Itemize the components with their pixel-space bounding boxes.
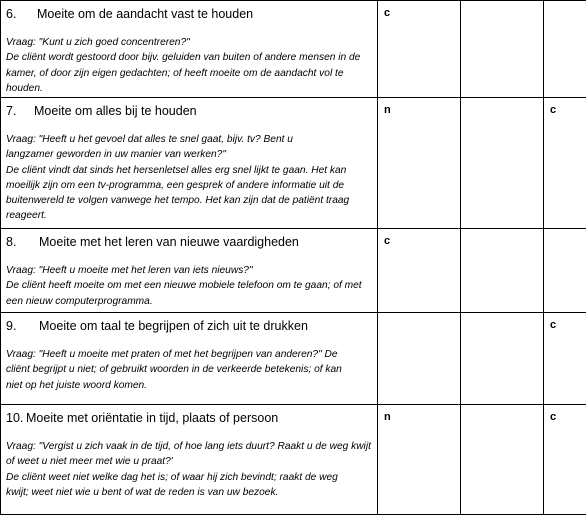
score-mark: c: [378, 1, 460, 19]
item-title: [1, 1, 377, 21]
question-cell: [1, 98, 378, 229]
score-cell-1: [378, 1, 461, 98]
item-label: Moeite om taal te begrijpen of zich uit te drukken: [39, 319, 308, 333]
score-mark: [544, 229, 586, 235]
item-title: [1, 405, 377, 425]
item-title: [1, 229, 377, 249]
score-mark: c: [378, 229, 460, 247]
score-mark: n: [378, 405, 460, 423]
score-cell-1: [378, 98, 461, 229]
table-row: [1, 1, 586, 98]
item-label: Moeite met het leren van nieuwe vaardigheden: [39, 235, 299, 249]
score-cell-3: [544, 1, 586, 98]
table-row: [1, 405, 586, 515]
question-cell: [1, 229, 378, 313]
score-mark: [461, 405, 543, 411]
item-title: [1, 313, 377, 333]
score-mark: [461, 313, 543, 319]
score-mark: [378, 313, 460, 319]
item-number: 9.: [6, 319, 39, 333]
item-description: Vraag: "Heeft u moeite met het leren van iets nieuws?" De cliënt heeft moeite om met een nieuwe mobiele telefoon om te gaan; of met een nieuw computerprogramma.: [1, 249, 377, 309]
score-cell-3: [544, 229, 586, 313]
question-cell: [1, 313, 378, 405]
score-cell-2: [461, 405, 544, 515]
score-cell-2: [461, 1, 544, 98]
question-cell: [1, 1, 378, 98]
item-number: 7.: [6, 104, 34, 118]
score-mark: [461, 229, 543, 235]
table-row: [1, 229, 586, 313]
item-description: Vraag: "Vergist u zich vaak in de tijd, of hoe lang iets duurt? Raakt u de weg kwijt of weet u niet meer met wie u praat?' De cliënt weet niet welke dag het is; of waar hij zich bevindt; raakt de weg kwijt; weet niet wie u bent of wat de reden is van uw bezoek.: [1, 425, 377, 500]
score-cell-2: [461, 98, 544, 229]
score-cell-2: [461, 313, 544, 405]
score-mark: n: [378, 98, 460, 116]
score-cell-3: [544, 313, 586, 405]
score-cell-2: [461, 229, 544, 313]
item-description: Vraag: "Heeft u het gevoel dat alles te snel gaat, bijv. tv? Bent u langzamer geworden in uw manier van werken?" De cliënt vindt dat sinds het hersenletsel alles erg snel lijkt te gaan. Het kan moeilijk zijn om een tv-programma, een gesprek of andere informatie uit de buitenwereld te volgen vanwege het tempo. Het kan zijn dat de patiënt traag reageert.: [1, 118, 377, 224]
score-mark: c: [544, 313, 586, 331]
score-cell-1: [378, 313, 461, 405]
item-title: [1, 98, 377, 118]
score-mark: [461, 98, 543, 104]
item-description: Vraag: "Heeft u moeite met praten of met het begrijpen van anderen?" De cliënt begrijpt u niet; of gebruikt woorden in de verkeerde betekenis; of kan niet op het juiste woord komen.: [1, 333, 377, 393]
score-mark: c: [544, 405, 586, 423]
item-label: Moeite om de aandacht vast te houden: [37, 7, 253, 21]
item-number: 10.: [6, 411, 26, 425]
score-mark: [544, 1, 586, 7]
item-number: 8.: [6, 235, 39, 249]
item-number: 6.: [6, 7, 37, 21]
question-cell: [1, 405, 378, 515]
table-row: [1, 98, 586, 229]
item-label: Moeite om alles bij te houden: [34, 104, 197, 118]
score-cell-3: [544, 405, 586, 515]
table-row: [1, 313, 586, 405]
score-cell-1: [378, 405, 461, 515]
score-mark: [461, 1, 543, 7]
item-description: Vraag: "Kunt u zich goed concentreren?" De cliënt wordt gestoord door bijv. geluiden van buiten of andere mensen in de kamer, of door zijn eigen gedachten; of heeft moeite om de aandacht vol te houden.: [1, 21, 377, 96]
score-cell-1: [378, 229, 461, 313]
score-cell-3: [544, 98, 586, 229]
score-mark: c: [544, 98, 586, 116]
item-label: Moeite met oriëntatie in tijd, plaats of persoon: [26, 411, 278, 425]
